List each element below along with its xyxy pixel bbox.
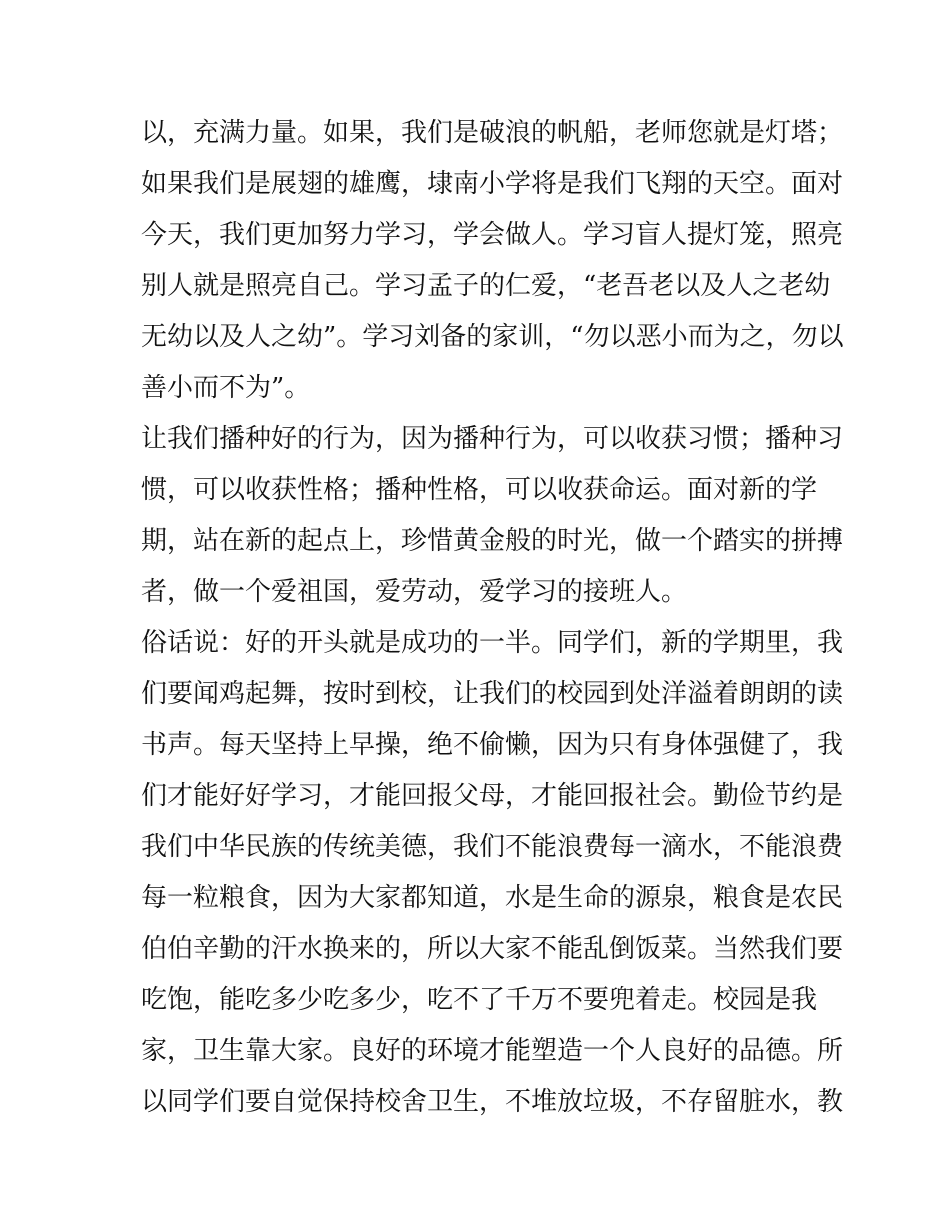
text-line: 我们中华民族的传统美德，我们不能浪费每一滴水，不能浪费: [141, 832, 844, 862]
text-line: 如果我们是展翅的雄鹰，埭南小学将是我们飞翔的天空。面对: [141, 169, 844, 199]
text-line: 者，做一个爱祖国，爱劳动，爱学习的接班人。: [141, 577, 688, 607]
text-line: 家，卫生靠大家。良好的环境才能塑造一个人良好的品德。所: [141, 1036, 844, 1066]
text-line: 们才能好好学习，才能回报父母，才能回报社会。勤俭节约是: [141, 781, 844, 811]
text-line: 吃饱，能吃多少吃多少，吃不了千万不要兜着走。校园是我: [141, 985, 818, 1015]
text-line: 们要闻鸡起舞，按时到校，让我们的校园到处洋溢着朗朗的读: [141, 679, 844, 709]
body-text: [141, 108, 844, 1128]
text-line: 俗话说：好的开头就是成功的一半。同学们，新的学期里，我: [141, 628, 844, 658]
text-line: 书声。每天坚持上早操，绝不偷懒，因为只有身体强健了，我: [141, 730, 844, 760]
text-line: 别人就是照亮自己。学习孟子的仁爱，“老吾老以及人之老幼: [141, 271, 831, 301]
text-line: 以同学们要自觉保持校舍卫生，不堆放垃圾，不存留脏水，教: [141, 1087, 844, 1117]
text-line: 每一粒粮食，因为大家都知道，水是生命的源泉，粮食是农民: [141, 883, 844, 913]
text-line: 惯，可以收获性格；播种性格，可以收获命运。面对新的学: [141, 475, 818, 505]
text-line: 今天，我们更加努力学习，学会做人。学习盲人提灯笼，照亮: [141, 220, 844, 250]
text-line: 善小而不为”。: [141, 373, 311, 403]
text-line: 让我们播种好的行为，因为播种行为，可以收获习惯；播种习: [141, 424, 844, 454]
text-line: 以，充满力量。如果，我们是破浪的帆船，老师您就是灯塔；: [141, 118, 844, 148]
text-line: 期，站在新的起点上，珍惜黄金般的时光，做一个踏实的拼搏: [141, 526, 844, 556]
text-line: 伯伯辛勤的汗水换来的，所以大家不能乱倒饭菜。当然我们要: [141, 934, 844, 964]
text-line: 无幼以及人之幼”。学习刘备的家训，“勿以恶小而为之，勿以: [141, 322, 844, 352]
